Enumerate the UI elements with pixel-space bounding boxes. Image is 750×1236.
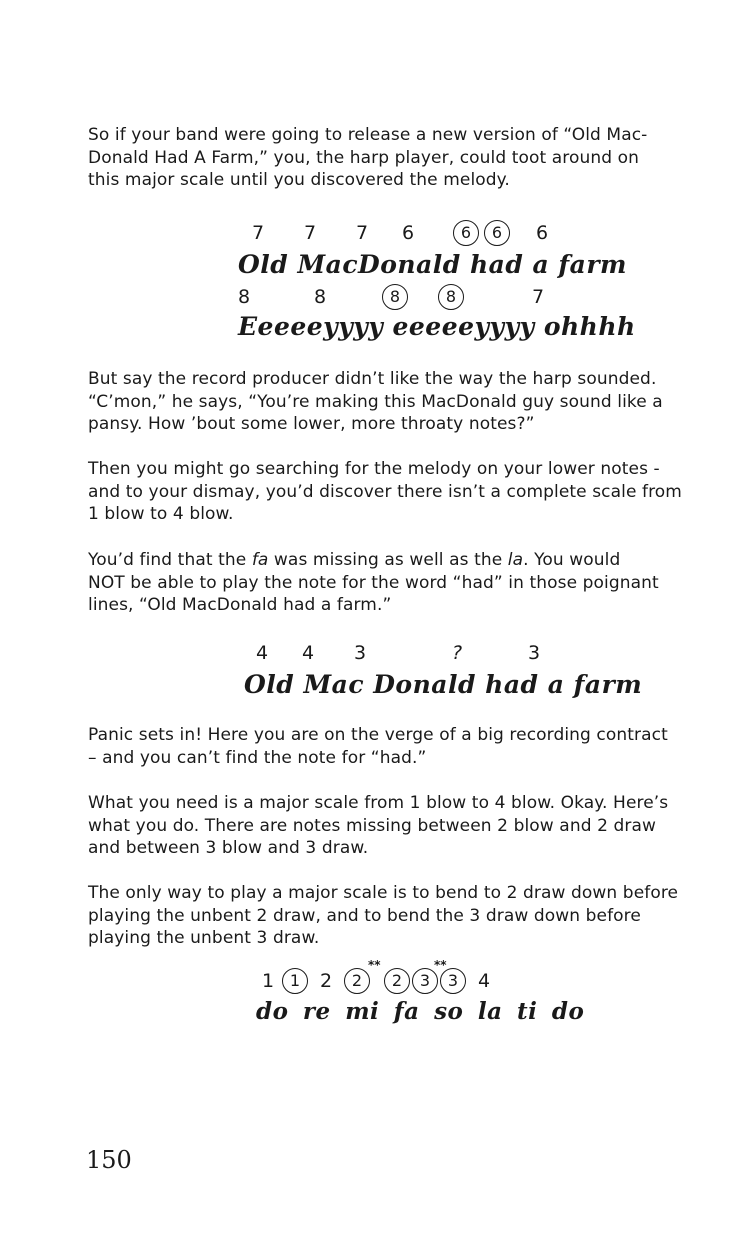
paragraph-producer [88,368,700,436]
tab-number: 7 [304,222,317,244]
text-line: what you do. There are notes missing between 2 blow and 2 draw [88,815,657,836]
solfege-la: la [507,550,524,570]
tab-numbers-row [256,958,556,1000]
text-line: this major scale until you discovered the melody. [88,170,510,190]
paragraph-major-scale [88,792,700,860]
solfege-fa: fa [251,550,269,570]
text-line: playing the unbent 3 draw. [88,928,320,948]
text-line: Donald Had A Farm,” you, the harp player, could toot around on [88,147,640,168]
text-line: What you need is a major scale from 1 blow to 4 blow. Okay. Here’s [88,793,669,813]
tab-number: 3 [354,642,367,664]
tab-number: 1 [262,970,275,992]
text-line: lines, “Old MacDonald had a farm.” [88,595,392,615]
tab-number: 8 [314,286,327,308]
tab-numbers-row [238,222,618,252]
tab-number-draw-circled: 8 [382,284,408,310]
tab-notation-old-macdonald [238,222,636,342]
text-line: and to your dismay, you’d discover there isn’t a complete scale from [88,481,682,502]
tab-number: 2 [320,970,333,992]
lyrics-line: Old Mac Donald had a farm [244,670,643,699]
tab-number-draw-circled: 6 [484,220,510,246]
tab-number-draw-circled: 8 [438,284,464,310]
text-line: Then you might go searching for the melody on your lower notes - [88,459,660,479]
text-line: NOT be able to play the note for the word “had” in those poignant [88,572,659,593]
bend-marker: ** [434,958,447,972]
tab-number: 7 [356,222,369,244]
text-line: 1 blow to 4 blow. [88,504,234,524]
tab-number-draw-circled-bent: 3 [412,968,438,994]
text-line: pansy. How ’bout some lower, more throaty notes?” [88,414,535,434]
tab-number: 6 [402,222,415,244]
bend-marker: ** [368,958,381,972]
tab-number: 6 [536,222,549,244]
tab-number: 8 [238,286,251,308]
lyrics-line: Eeeeeyyyy eeeeeyyyy ohhhh [238,312,636,341]
tab-notation-lower-notes [244,642,643,702]
tab-number: 3 [528,642,541,664]
text-line: But say the record producer didn’t like the way the harp sounded. [88,369,657,389]
tab-number-draw-circled: 6 [453,220,479,246]
paragraph-intro [88,124,700,192]
text-line: The only way to play a major scale is to bend to 2 draw down before [88,883,679,903]
text-line: So if your band were going to release a new version of “Old Mac- [88,125,648,145]
solfege-line: do re mi fa so la ti do [256,998,585,1025]
lyrics-line: Old MacDonald had a farm [238,250,628,279]
text-line: playing the unbent 2 draw, and to bend the 3 draw down before [88,905,641,926]
tab-number-draw-circled: 3 [440,968,466,994]
text-line: and between 3 blow and 3 draw. [88,838,369,858]
tab-number: 4 [302,642,315,664]
text-line: – and you can’t find the note for “had.” [88,747,427,768]
tab-notation-solfege-scale [256,958,585,1030]
tab-number: 4 [478,970,491,992]
tab-number-draw-circled-bent: 2 [344,968,370,994]
paragraph-panic [88,724,700,769]
tab-number-draw-circled: 2 [384,968,410,994]
tab-number: 7 [252,222,265,244]
tab-numbers-row [244,642,574,672]
tab-number-draw-circled: 1 [282,968,308,994]
tab-number-unknown: ? [452,642,463,664]
page-number: 150 [86,1146,132,1174]
text-line: You’d find that the fa was missing as well as the la. You would [88,550,621,570]
paragraph-lower-notes [88,458,700,526]
paragraph-missing-notes [88,549,700,617]
text-line: “C’mon,” he says, “You’re making this MacDonald guy sound like a [88,391,663,412]
paragraph-bending [88,882,700,950]
tab-number: 7 [532,286,545,308]
text-line: Panic sets in! Here you are on the verge of a big recording contract [88,725,668,745]
tab-number: 4 [256,642,269,664]
